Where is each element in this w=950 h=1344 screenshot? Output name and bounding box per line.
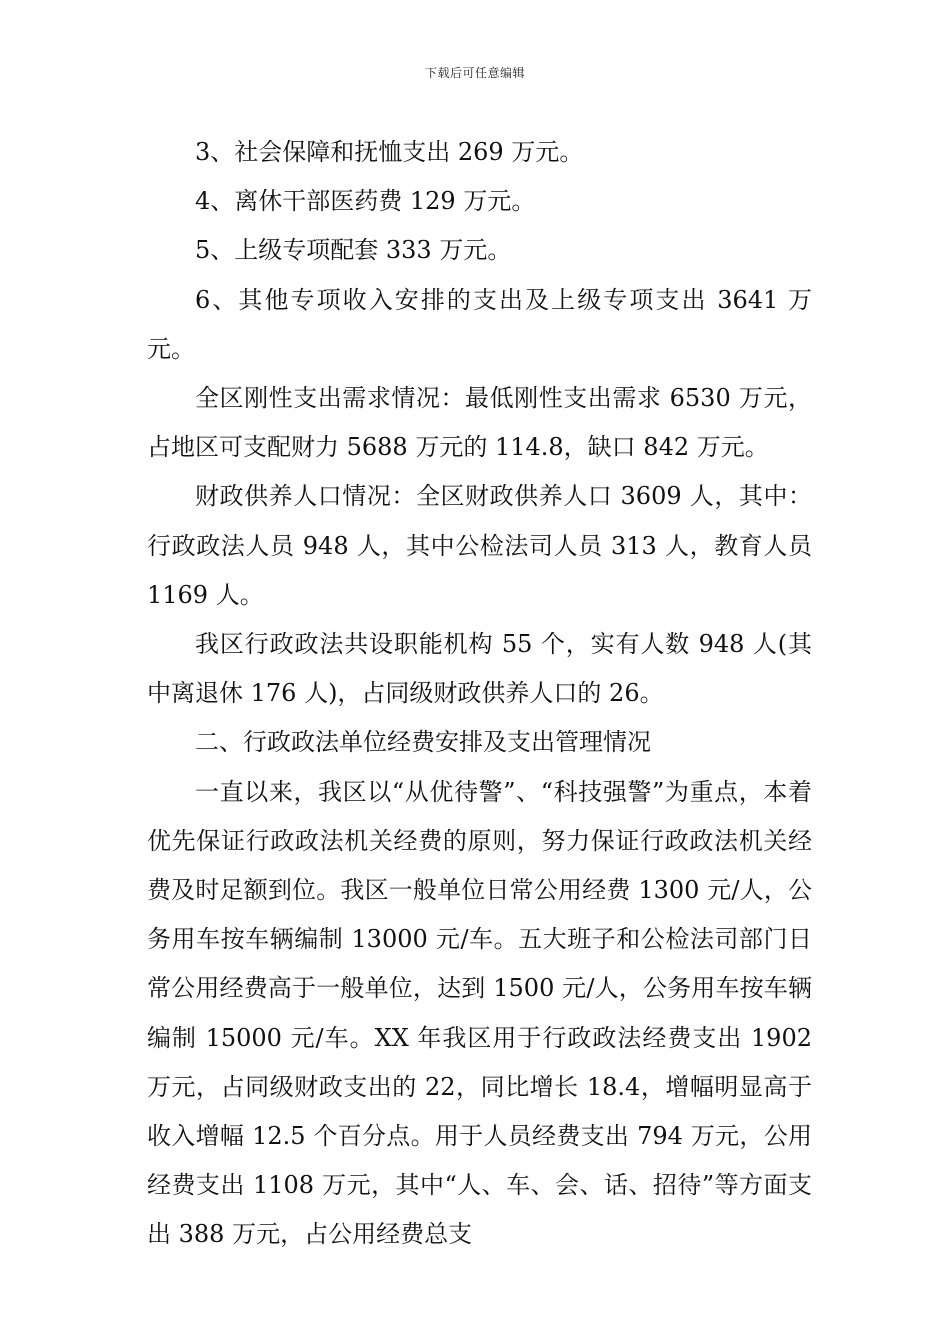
paragraph-institutions: 我区行政政法共设职能机构 55 个，实有人数 948 人(其中离退休 176 人)，占同级财政供养人口的 26。 bbox=[147, 630, 812, 708]
section-heading: 二、行政政法单位经费安排及支出管理情况 bbox=[195, 728, 651, 757]
paragraph-funding-arrangement: 一直以来，我区以“从优待警”、“科技强警”为重点，本着优先保证行政政法机关经费的原则，努力保证行政政法机关经费及时足额到位。我区一般单位日常公用经费 1300 元/人，公务用车按车辆编制 13000 元/车。五大班子和公检法司部门日常公用经费高于一般单位，达到 1500 元/人，公务用车按车辆编制 15000 元/车。XX 年我区用于行政政法经费支出 1902 万元，占同级财政支出的 22，同比增长 18.4，增幅明显高于收入增幅 12.5 个百分点。用于人员经费支出 794 万元，公用经费支出 1108 万元，其中“人、车、会、话、招待”等方面支出 388 万元，占公用经费总支 bbox=[147, 777, 812, 1249]
paragraph-item-6: 6、其他专项收入安排的支出及上级专项支出 3641 万元。 bbox=[147, 285, 812, 363]
page-header: 下载后可任意编辑 bbox=[424, 66, 525, 80]
paragraph-rigid-expenditure: 全区刚性支出需求情况：最低刚性支出需求 6530 万元，占地区可支配财力 5688 万元的 114.8，缺口 842 万元。 bbox=[147, 384, 812, 462]
paragraph-item-5: 5、上级专项配套 333 万元。 bbox=[195, 236, 512, 265]
paragraph-supported-population: 财政供养人口情况：全区财政供养人口 3609 人，其中：行政政法人员 948 人，其中公检法司人员 313 人，教育人员 1169 人。 bbox=[147, 482, 812, 609]
document-body bbox=[147, 128, 812, 1260]
paragraph-item-4: 4、离休干部医药费 129 万元。 bbox=[195, 187, 536, 216]
paragraph-item-3: 3、社会保障和抚恤支出 269 万元。 bbox=[195, 138, 584, 166]
